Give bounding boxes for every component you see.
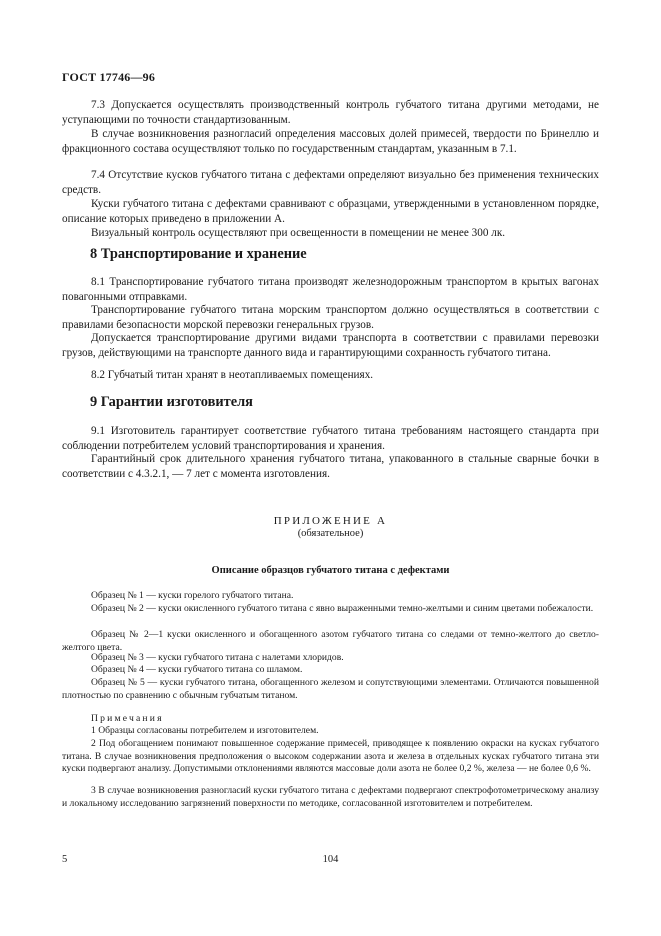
- note-3: 3 В случае возникновения разногласий куски губчатого титана с дефектами подвергают спектрофотометрическому анализу и локальному исследованию загрязнений поверхности по методике, согласованной изготовителем и потребителем.: [62, 785, 599, 809]
- section-8-title: 8 Транспортирование и хранение: [90, 246, 307, 262]
- paragraph-7-4: 7.4 Отсутствие кусков губчатого титана с дефектами определяют визуально без применения технических средств.: [62, 169, 599, 196]
- paragraph-7-3-disputes: В случае возникновения разногласий определения массовых долей примесей, твердости по Бринеллю и фракционного состава осуществляют только по государственным стандартам, указанным в 7.1.: [62, 128, 599, 155]
- notes-title: Примечания: [91, 713, 164, 724]
- paragraph-8-1-other: Допускается транспортирование другими видами транспорта в соответствии с правилами перевозки грузов, действующими на транспорте данного вида и гарантирующими сохранность губчатого титана.: [62, 332, 599, 359]
- paragraph-9-1-warranty: Гарантийный срок длительного хранения губчатого титана, упакованного в стальные сварные бочки в соответствии с 4.3.2.1, — 7 лет с момента изготовления.: [62, 453, 599, 480]
- footer-left-mark: 5: [62, 854, 68, 865]
- sample-2: Образец № 2 — куски окисленного губчатого титана с явно выраженными темно-желтыми и синим цветами побежалости.: [91, 603, 594, 614]
- appendix-status: (обязательное): [297, 528, 364, 539]
- sample-1: Образец № 1 — куски горелого губчатого титана.: [91, 590, 294, 601]
- sample-2-1: Образец № 2—1 куски окисленного и обогащенного азотом губчатого титана со следами от темно-желтого до светло-желтого цвета.: [62, 629, 599, 653]
- paragraph-7-4-samples: Куски губчатого титана с дефектами сравнивают с образцами, утвержденными в установленном порядке, описание которых приведено в приложении А.: [62, 198, 599, 225]
- paragraph-9-1: 9.1 Изготовитель гарантирует соответствие губчатого титана требованиям настоящего стандарта при соблюдении потребителем условий транспортирования и хранения.: [62, 425, 599, 452]
- sample-5: Образец № 5 — куски губчатого титана, обогащенного железом и сопутствующими элементами. Отличаются повышенной плотностью по сравнению с обычным губчатым титаном.: [62, 677, 599, 701]
- note-1: 1 Образцы согласованы потребителем и изготовителем.: [91, 725, 319, 736]
- paragraph-8-1-sea: Транспортирование губчатого титана морским транспортом должно осуществляться в соответствии с правилами безопасности морской перевозки генеральных грузов.: [62, 304, 599, 331]
- sample-4: Образец № 4 — куски губчатого титана со шламом.: [91, 664, 303, 675]
- paragraph-7-4-lighting: Визуальный контроль осуществляют при освещенности в помещении не менее 300 лк.: [91, 227, 506, 239]
- page-number: 104: [322, 854, 339, 865]
- doc-code-header: ГОСТ 17746—96: [62, 70, 156, 84]
- paragraph-7-3: 7.3 Допускается осуществлять производственный контроль губчатого титана другими методами, не уступающими по точности стандартизованным.: [62, 99, 599, 126]
- paragraph-8-2: 8.2 Губчатый титан хранят в неотапливаемых помещениях.: [91, 369, 374, 381]
- appendix-title: ПРИЛОЖЕНИЕ А: [273, 515, 388, 527]
- appendix-heading: Описание образцов губчатого титана с дефектами: [211, 565, 450, 576]
- sample-3: Образец № 3 — куски губчатого титана с налетами хлоридов.: [91, 652, 344, 663]
- note-2: 2 Под обогащением понимают повышенное содержание примесей, приводящее к появлению окраски на кусках губчатого титана. В случае возникновения предположения о высоком содержании азота и железа в отдельных кусках губчатого титана эти куски подвергают анализу. Допустимыми отклонениями являются массовые доли азота не более 0,2 %, железа — не более 0,6 %.: [62, 738, 599, 775]
- paragraph-8-1: 8.1 Транспортирование губчатого титана производят железнодорожным транспортом в крытых вагонах повагонными отправками.: [62, 276, 599, 303]
- section-9-title: 9 Гарантии изготовителя: [90, 394, 253, 410]
